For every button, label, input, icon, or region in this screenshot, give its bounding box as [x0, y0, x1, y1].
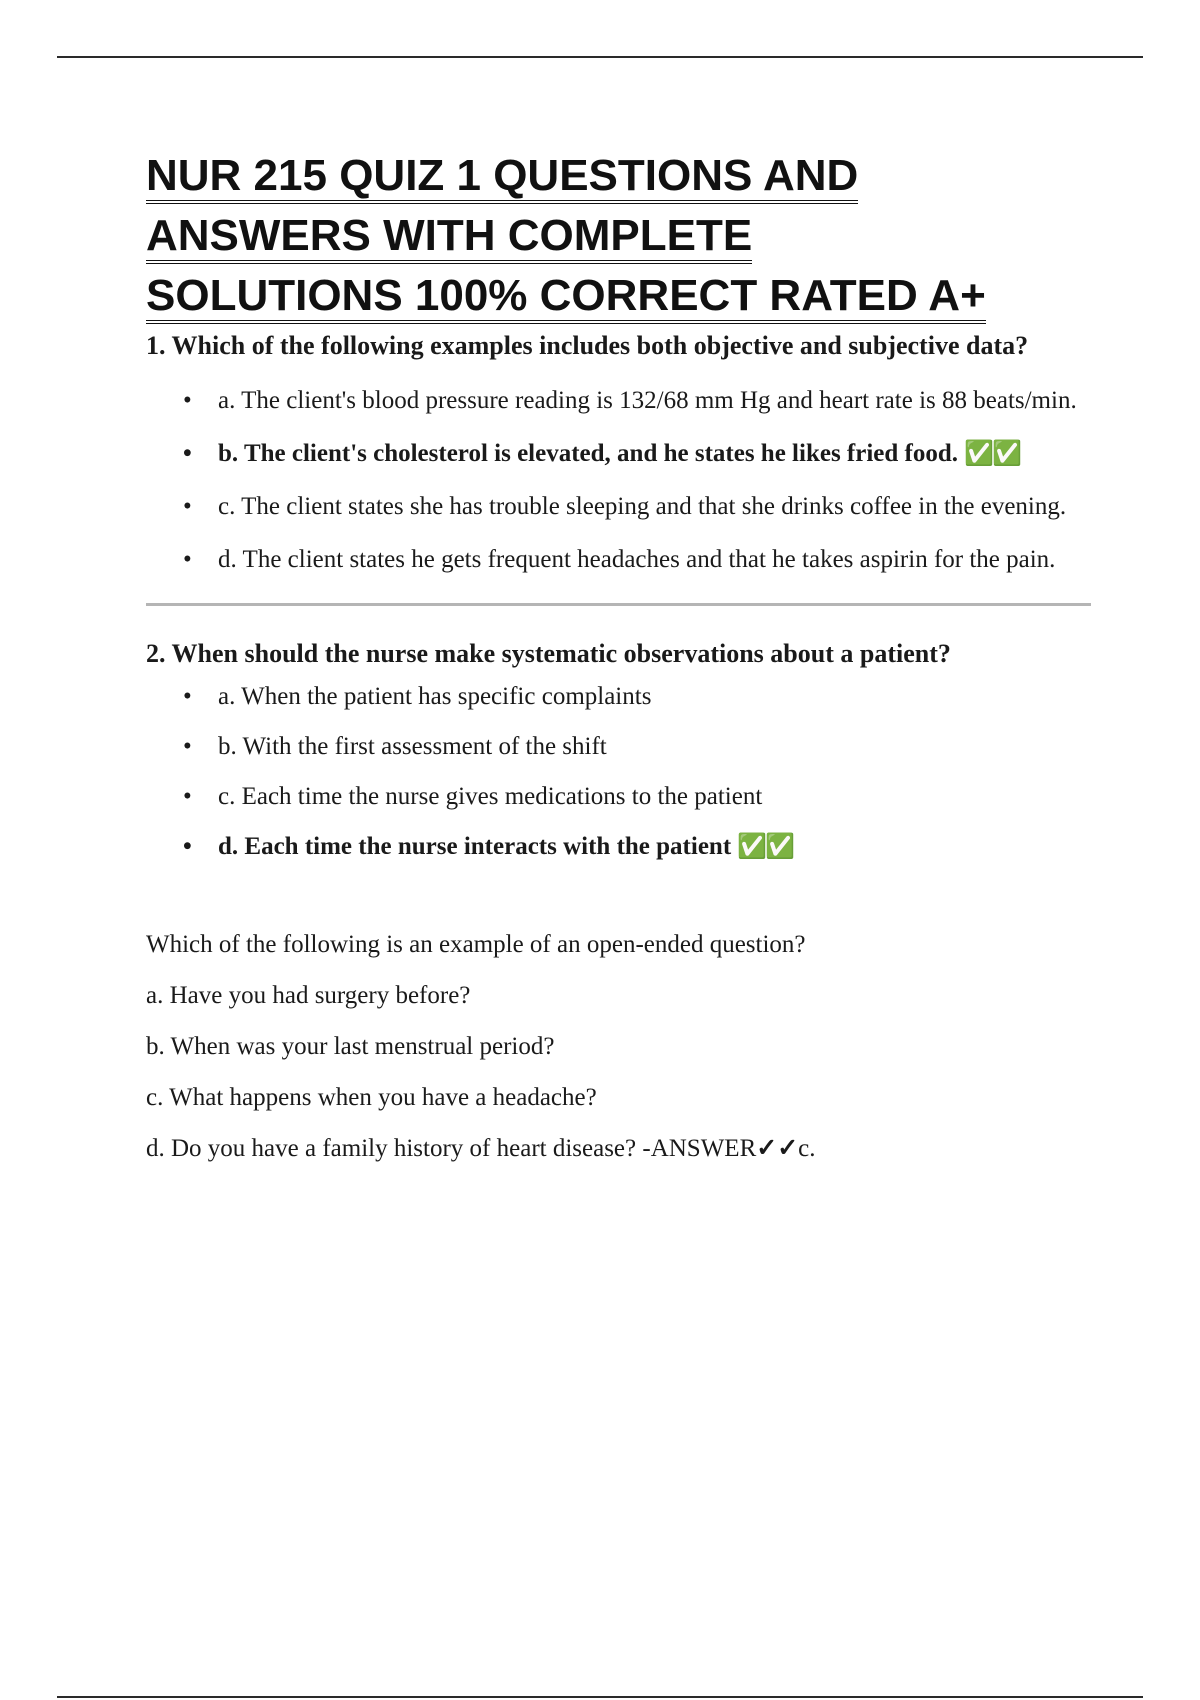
option-item — [146, 543, 1096, 577]
option-text: b. The client's cholesterol is elevated, and he states he likes fried food. — [218, 440, 959, 467]
option-item — [146, 730, 1096, 764]
double-check-icon: ✅✅ — [964, 441, 1021, 467]
option-text: d. The client states he gets frequent headaches and that he takes aspirin for the pain. — [218, 546, 1056, 573]
option-text: d. Each time the nurse interacts with the patient — [218, 833, 732, 860]
option-item — [146, 780, 1096, 814]
answer-check-icon: ✓✓ — [756, 1135, 799, 1162]
question-heading: 2. When should the nurse make systematic observations about a patient? — [146, 639, 951, 668]
bullet-icon: • — [183, 783, 192, 810]
section-divider — [146, 603, 1091, 606]
option-text-with-answer — [146, 1132, 1096, 1166]
bullet-icon: • — [183, 440, 192, 467]
document-body — [146, 148, 1096, 1183]
title-line: NUR 215 QUIZ 1 QUESTIONS AND — [146, 152, 858, 204]
document-title — [146, 148, 1096, 328]
option-text: d. Do you have a family history of heart disease? -ANSWER — [146, 1135, 757, 1162]
bottom-rule — [57, 1696, 1143, 1698]
option-text: a. The client's blood pressure reading is 132/68 mm Hg and heart rate is 88 beats/min. — [218, 387, 1077, 414]
option-text: b. With the first assessment of the shift — [218, 733, 607, 760]
bullet-icon: • — [183, 546, 192, 573]
question-1 — [146, 328, 1096, 577]
bullet-icon: • — [183, 683, 192, 710]
option-text: c. The client states she has trouble sleeping and that she drinks coffee in the evening. — [218, 493, 1067, 520]
bullet-icon: • — [183, 833, 192, 860]
option-item — [146, 680, 1096, 714]
option-item — [146, 490, 1096, 524]
bullet-icon: • — [183, 387, 192, 414]
question-3 — [146, 928, 1096, 1166]
option-list — [146, 384, 1096, 577]
question-heading: Which of the following is an example of an open-ended question? — [146, 931, 806, 958]
top-rule — [57, 56, 1143, 58]
bullet-icon: • — [183, 493, 192, 520]
double-check-icon: ✅✅ — [737, 834, 794, 860]
option-text: b. When was your last menstrual period? — [146, 1033, 555, 1060]
title-line: ANSWERS WITH COMPLETE — [146, 212, 752, 264]
option-list — [146, 680, 1096, 864]
answer-letter: c. — [798, 1135, 816, 1162]
option-item-correct — [146, 830, 1096, 864]
title-line: SOLUTIONS 100% CORRECT RATED A+ — [146, 272, 986, 324]
bullet-icon: • — [183, 733, 192, 760]
option-item — [146, 384, 1096, 418]
question-2 — [146, 636, 1096, 864]
option-text: c. Each time the nurse gives medications to the patient — [218, 783, 763, 810]
option-text: c. What happens when you have a headache? — [146, 1084, 597, 1111]
option-item-correct — [146, 437, 1096, 471]
option-text: a. Have you had surgery before? — [146, 982, 471, 1009]
question-heading: 1. Which of the following examples includes both objective and subjective data? — [146, 331, 1029, 360]
option-text: a. When the patient has specific complaints — [218, 683, 652, 710]
